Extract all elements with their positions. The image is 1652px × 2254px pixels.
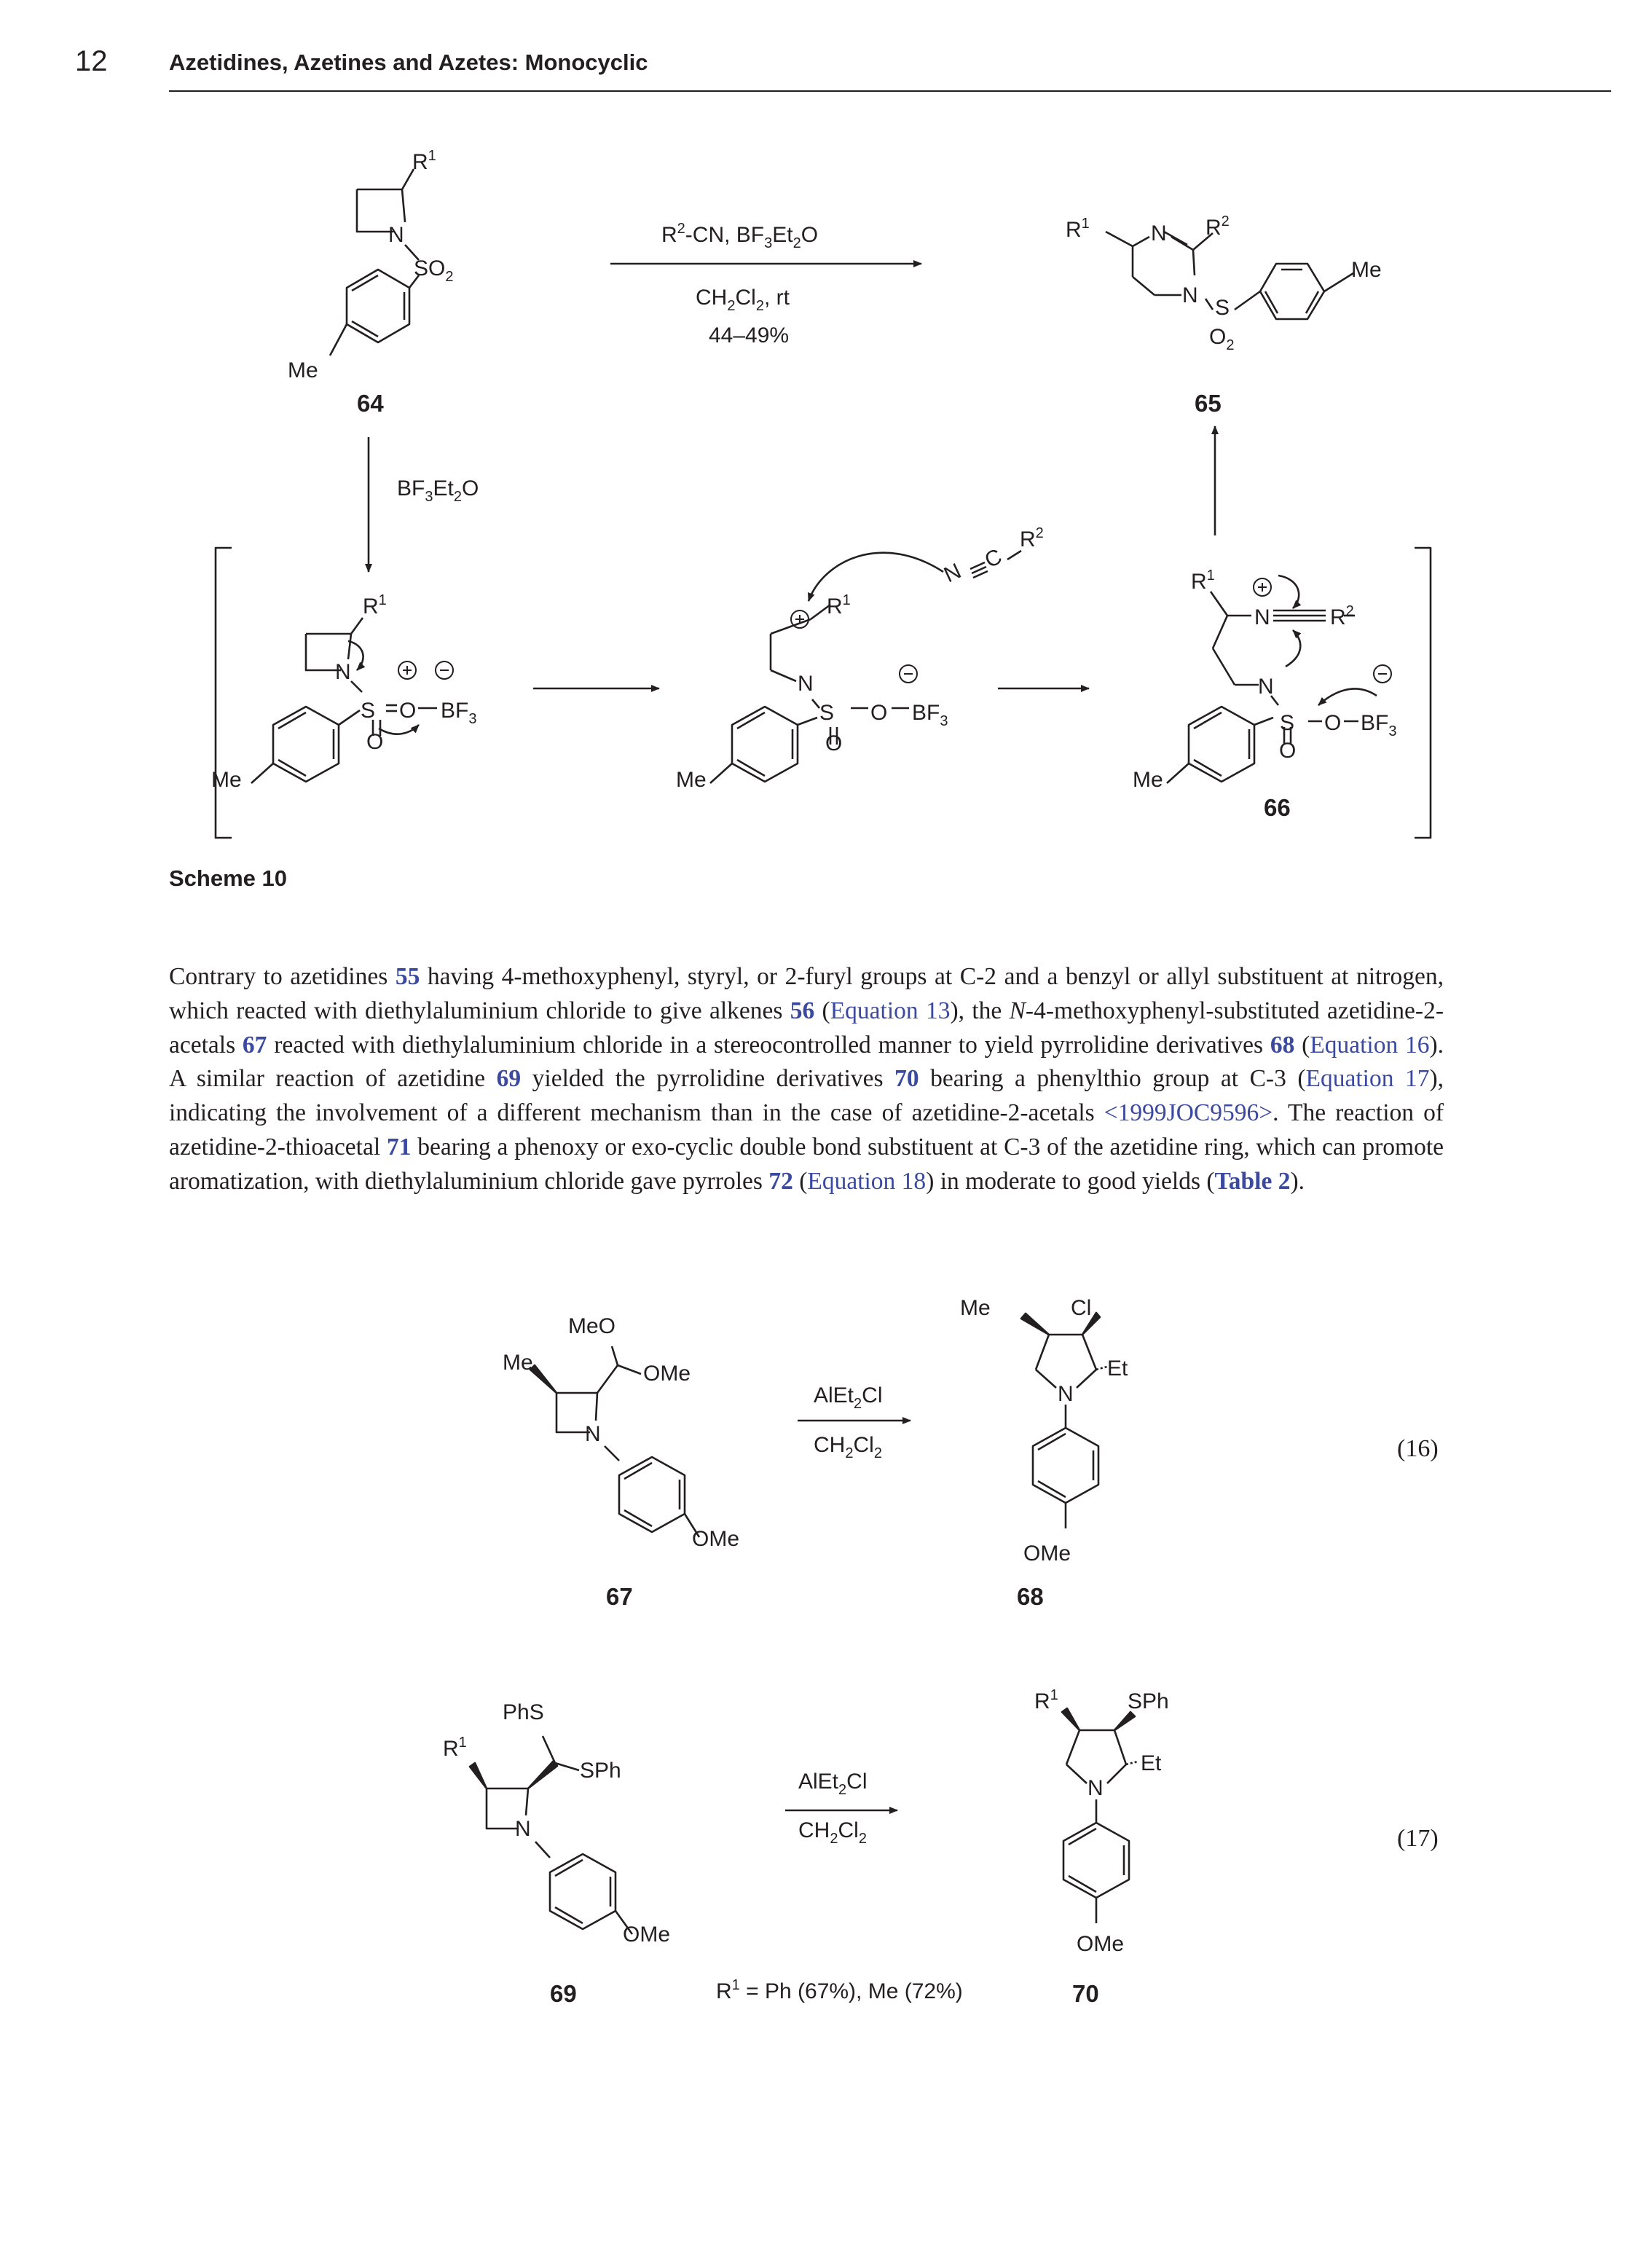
svg-text:Me: Me (288, 358, 318, 382)
svg-text:OMe: OMe (1023, 1542, 1071, 1566)
svg-text:R1 = Ph (67%), Me (72%): $R^1 = Ph$ (67%), Me (72%) (716, 1977, 963, 2003)
compound-70-structure (1062, 1708, 1138, 1923)
compound-65-label: 65 (1195, 390, 1222, 417)
paragraph-text: . The reaction of azetidine-2-thioacetal (169, 1099, 1444, 1161)
equation-number-16: (16) (1397, 1435, 1439, 1462)
svg-text:R2: $R^2$ (1330, 603, 1354, 629)
intermediate-1-structure (251, 618, 453, 783)
svg-text:R2-CN, BF3Et2O: $R^2-CN$, $BF_3Et_2O$ (661, 221, 819, 251)
scheme-caption: Scheme 10 (169, 865, 287, 891)
paragraph-text: Contrary to azetidines (169, 963, 396, 990)
paragraph-text: having 4-methoxyphenyl, styryl, or 2-furyl groups at C-2 and a benzyl or allyl substituent at nitrogen, which reacted with diethylaluminium chloride to give alkenes (169, 963, 1444, 1024)
svg-text:Me: Me (211, 768, 242, 792)
svg-text:N: N (1087, 1776, 1104, 1800)
svg-text:OMe: OMe (692, 1527, 740, 1551)
compound-ref[interactable]: 72 (768, 1167, 793, 1195)
compound-64-label: 64 (357, 390, 384, 417)
svg-text:CH2Cl2, rt: $CH_2Cl_2$, rt (696, 286, 790, 314)
compound-ref[interactable]: 55 (395, 963, 420, 990)
italic-text: N (1009, 997, 1026, 1024)
cross-ref-link[interactable]: Equation 18 (807, 1167, 927, 1195)
svg-text:Me: Me (1133, 768, 1163, 792)
svg-text:Me: Me (676, 768, 707, 792)
paragraph-text: ), indicating the involvement of a different mechanism than in the case of azetidine-2-acetals (169, 1065, 1444, 1127)
svg-text:O: O (1279, 739, 1297, 763)
paragraph-text: bearing a phenoxy or exo-cyclic double bond substituent at C-3 of the azetidine ring, which can promote aromatization, with diethylaluminium chloride gave pyrroles (169, 1133, 1444, 1195)
svg-text:OMe: OMe (1077, 1932, 1125, 1956)
page-number: 12 (75, 45, 108, 77)
cross-ref-link[interactable]: <1999JOC9596> (1104, 1099, 1273, 1127)
svg-text:R2: $R^2$ (1205, 213, 1230, 240)
svg-text:N: N (335, 660, 351, 684)
svg-text:O: O (825, 731, 843, 755)
compound-ref[interactable]: 56 (790, 997, 815, 1024)
body-paragraph (169, 960, 1444, 1199)
compound-67-label: 67 (606, 1583, 633, 1610)
cross-ref-link[interactable]: Equation 13 (830, 997, 951, 1024)
svg-text:S: S (819, 701, 835, 725)
svg-text:BF3Et2O: $BF_3Et_2O$ (397, 476, 479, 505)
paragraph-text: ) in moderate to good yields ( (926, 1167, 1215, 1195)
paragraph-text: ( (814, 997, 830, 1024)
compound-ref[interactable]: 69 (496, 1065, 522, 1093)
compound-64-structure (330, 169, 419, 356)
compound-66-label: 66 (1264, 794, 1291, 821)
compound-ref[interactable]: Table 2 (1214, 1167, 1291, 1195)
paragraph-text: ( (792, 1167, 808, 1195)
svg-text:O: O (870, 701, 888, 725)
compound-69-label: 69 (550, 1980, 577, 2007)
paragraph-text: ). (1290, 1167, 1305, 1195)
svg-text:N: N (388, 223, 404, 247)
svg-text:C: C (981, 544, 1006, 573)
svg-text:N: N (1254, 605, 1270, 629)
paragraph-text: -4-methoxyphenyl-substituted azetidine-2-acetals (169, 997, 1444, 1059)
svg-text:CH2Cl2: $CH_2Cl_2$ (798, 1818, 867, 1847)
svg-text:Et: Et (1141, 1751, 1162, 1775)
svg-text:R1: $R^1$ (1066, 216, 1090, 242)
svg-text:N: N (585, 1422, 601, 1446)
paragraph-text: yielded the pyrrolidine derivatives (521, 1065, 895, 1093)
svg-text:OMe: OMe (643, 1362, 691, 1386)
svg-text:BF3: $BF_3$ (912, 701, 948, 729)
svg-text:N: N (1258, 675, 1274, 699)
svg-text:N: N (940, 559, 965, 588)
svg-text:S: S (361, 699, 376, 723)
svg-text:R1: $R^1$ (1191, 568, 1215, 594)
svg-text:SPh: SPh (580, 1759, 621, 1783)
svg-text:O2: $O_2$ (1209, 325, 1235, 353)
svg-text:SO2: $SO_2$ (414, 256, 454, 285)
compound-ref[interactable]: 70 (894, 1065, 919, 1093)
compound-70-label: 70 (1072, 1980, 1099, 2007)
svg-text:Cl: Cl (1071, 1296, 1092, 1320)
svg-text:SPh: SPh (1128, 1689, 1169, 1713)
compound-ref[interactable]: 67 (242, 1031, 267, 1059)
svg-text:N: N (1058, 1382, 1074, 1406)
svg-text:R1: $R^1$ (443, 1735, 467, 1761)
compound-68-label: 68 (1017, 1583, 1044, 1610)
paragraph-text: ). A similar reaction of azetidine (169, 1031, 1444, 1093)
svg-text:O: O (399, 699, 417, 723)
svg-text:N: N (1151, 221, 1167, 246)
svg-text:OMe: OMe (623, 1923, 671, 1947)
svg-text:N: N (515, 1817, 531, 1841)
svg-text:R1: $R^1$ (363, 592, 387, 619)
svg-text:N: N (1182, 283, 1198, 307)
cross-ref-link[interactable]: Equation 17 (1305, 1065, 1430, 1093)
svg-text:AlEt2Cl: AlEt$_2$Cl (814, 1383, 883, 1412)
yield-label: 44–49% (709, 323, 790, 347)
svg-text:R2: $R^2$ (1020, 525, 1044, 551)
svg-text:Et: Et (1107, 1356, 1128, 1381)
svg-text:MeO: MeO (568, 1314, 616, 1338)
intermediate-2-structure (710, 551, 1021, 783)
svg-text:BF3: $BF_3$ (1361, 711, 1397, 739)
svg-text:CH2Cl2: $CH_2Cl_2$ (814, 1433, 882, 1461)
svg-text:Me: Me (960, 1296, 991, 1320)
svg-text:PhS: PhS (503, 1700, 544, 1724)
svg-text:R1: $R^1$ (827, 592, 851, 619)
paragraph-text: reacted with diethylaluminium chloride in a stereocontrolled manner to yield pyrrolidine derivatives (267, 1031, 1270, 1059)
svg-text:O: O (1324, 711, 1342, 735)
svg-text:S: S (1280, 711, 1295, 735)
paragraph-text: ), the (950, 997, 1010, 1024)
svg-text:BF3: $BF_3$ (441, 699, 477, 727)
svg-text:Me: Me (1351, 258, 1382, 282)
compound-ref[interactable]: 71 (386, 1133, 412, 1161)
running-header: Azetidines, Azetines and Azetes: Monocyclic (169, 50, 648, 75)
paragraph-text: ( (1294, 1031, 1310, 1059)
svg-text:AlEt2Cl: AlEt$_2$Cl (798, 1770, 868, 1798)
svg-text:S: S (1215, 296, 1230, 320)
compound-68-structure (1021, 1313, 1107, 1528)
cross-ref-link[interactable]: Equation 16 (1310, 1031, 1430, 1059)
svg-text:R1: $R^1$ (1034, 1687, 1058, 1713)
svg-text:R1: $R^1$ (412, 148, 436, 174)
compound-ref[interactable]: 68 (1270, 1031, 1295, 1059)
equation-number-17: (17) (1397, 1825, 1439, 1852)
svg-text:N: N (798, 672, 814, 696)
svg-text:O: O (366, 730, 384, 754)
paragraph-text: bearing a phenylthio group at C-3 ( (919, 1065, 1306, 1093)
svg-text:Me: Me (503, 1351, 533, 1375)
